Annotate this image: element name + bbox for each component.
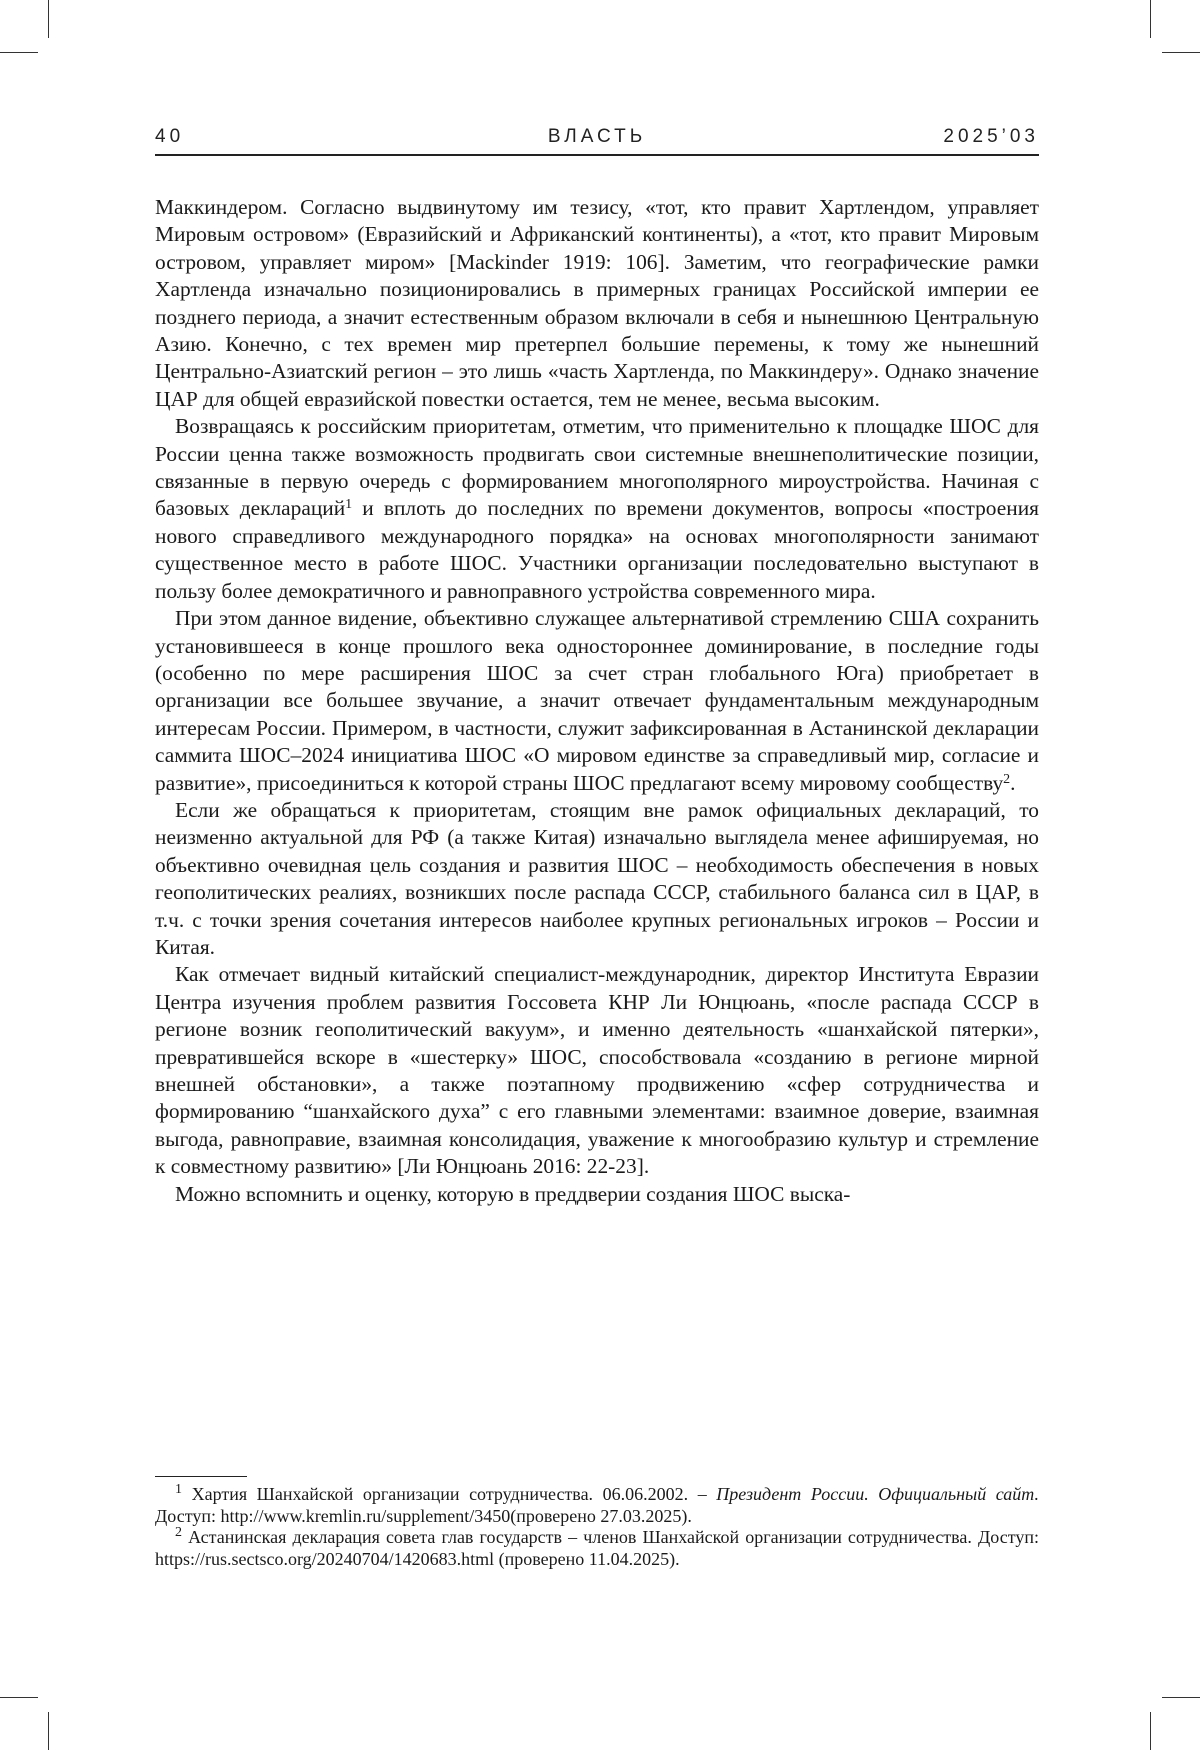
crop-mark [0, 1697, 38, 1698]
footnote-ref: 1 [345, 497, 352, 512]
paragraph-text: При этом данное видение, объективно служащее альтернативой стремле­нию США сохранить установившееся в конце прошлого века одностороннее доминирование, в последние годы (особенно по мере расширения ШОС за счет стран глобального Юга) приобретает в организации все большее звуча­ние, а значит отвечает фундаментальным международным интересам России. Примером, в частности, служит зафиксированная в Астанинской деклара­ции саммита ШОС–2024 инициатива ШОС «О мировом единстве за справед­ливый мир, согласие и развитие», присоединиться к которой страны ШОС предлагают всему мировому сообществу [155, 606, 1039, 794]
footnote [155, 1484, 1039, 1527]
footnote-ref: 2 [1003, 772, 1010, 787]
crop-mark [0, 52, 38, 53]
journal-title: ВЛАСТЬ [155, 126, 1039, 148]
footnote-marker: 1 [175, 1482, 182, 1497]
footnote-text: Хартия Шанхайской организации сотрудничества. 06.06.2002. – [192, 1484, 707, 1504]
paragraph-text: и вплоть до последних по времени документов, вопросы «построения нового справедливого международного порядка» на основах многополярно­сти занимают существенное место в работе ШОС. Участники организации последовательно выступают в пользу более демократичного и равноправного устройства современного мира. [155, 496, 1039, 602]
paragraph: Как отмечает видный китайский специалист-международник, директор Института Евразии Центра изучения проблем развития Госсовета КНР Ли Юнцюань, «после распада СССР в регионе возник геополитический вакуум», и именно деятельность «шанхайской пятерки», превратившейся вскоре в «шестерку» ШОС, способствовала «созданию в регионе мирной внешней обстановки», а также поэтапному продвижению «сфер сотрудничества и формированию “шанхайского духа” с его главными элементами: взаимное доверие, взаимная выгода, равноправие, взаимная консолидация, уважение к многообразию культур и стремление к совместному развитию» [Ли Юнцюань 2016: 22-23]. [155, 961, 1039, 1180]
paragraph-end: . [1010, 771, 1015, 795]
header-rule [155, 154, 1039, 156]
crop-mark [48, 1712, 49, 1750]
paragraph [155, 413, 1039, 605]
paragraph: Можно вспомнить и оценку, которую в преддверии создания ШОС выска- [155, 1181, 1039, 1208]
running-header [155, 126, 1039, 154]
footnote-rule [155, 1476, 247, 1477]
footnote [155, 1527, 1039, 1570]
page-number: 40 [155, 126, 184, 148]
paragraph: Если же обращаться к приоритетам, стоящим вне рамок официальных деклараций, то неизменно актуальной для РФ (а также Китая) изначально выглядела менее афишируемая, но объективно очевидная цель создания и развития ШОС – необходимость обеспечения в новых геополитических реа­лиях, возникших после распада СССР, стабильного баланса сил в ЦАР, в т.ч. с точки зрения сочетания интересов наиболее крупных региональных игроков – России и Китая. [155, 797, 1039, 961]
paragraph [155, 605, 1039, 797]
crop-mark [1150, 1712, 1151, 1750]
issue-number: 2025’03 [943, 126, 1039, 148]
footnote-text: Астанинская декларация совета глав государств – членов Шанхайской организа­ции сотрудничества. Доступ: https://rus.sectsco.org/20240704/1420683.html (проверено 11.04.2025). [155, 1527, 1039, 1569]
crop-mark [1150, 0, 1151, 38]
footnote-url: Доступ: http://www.kremlin.ru/supplement/3450(проверено 27.03.2025). [155, 1506, 692, 1526]
footnotes [155, 1484, 1039, 1570]
footnote-source: Президент России. Официальный сайт. [716, 1484, 1039, 1504]
crop-mark [1162, 1697, 1200, 1698]
crop-mark [1162, 52, 1200, 53]
paragraph-text: Возвращаясь к российским приоритетам, отметим, что применительно к площадке ШОС для России ценна также возможность продвигать свои системные внешнеполитические позиции, связанные в первую очередь с формированием многополярного мироустройства. Начиная с базовых декла­раций [155, 414, 1039, 520]
footnote-marker: 2 [175, 1525, 182, 1540]
crop-mark [48, 0, 49, 38]
paragraph: Маккиндером. Согласно выдвинутому им тезису, «тот, кто правит Хартлендом, управляет Мировым островом» (Евразийский и Африканский континенты), а «тот, кто правит Мировым островом, управляет миром» [Mackinder 1919: 106]. Заметим, что географические рамки Хартленда изначально позициони­ровались в примерных границах Российской империи ее позднего периода, а значит естественным образом включали в себя и нынешнюю Центральную Азию. Конечно, с тех времен мир претерпел большие перемены, к тому же нынешний Центрально-Азиатский регион – это лишь «часть Хартленда, по Маккиндеру». Однако значение ЦАР для общей евразийской повестки оста­ется, тем не менее, весьма высоким. [155, 194, 1039, 413]
article-body [155, 194, 1039, 1208]
